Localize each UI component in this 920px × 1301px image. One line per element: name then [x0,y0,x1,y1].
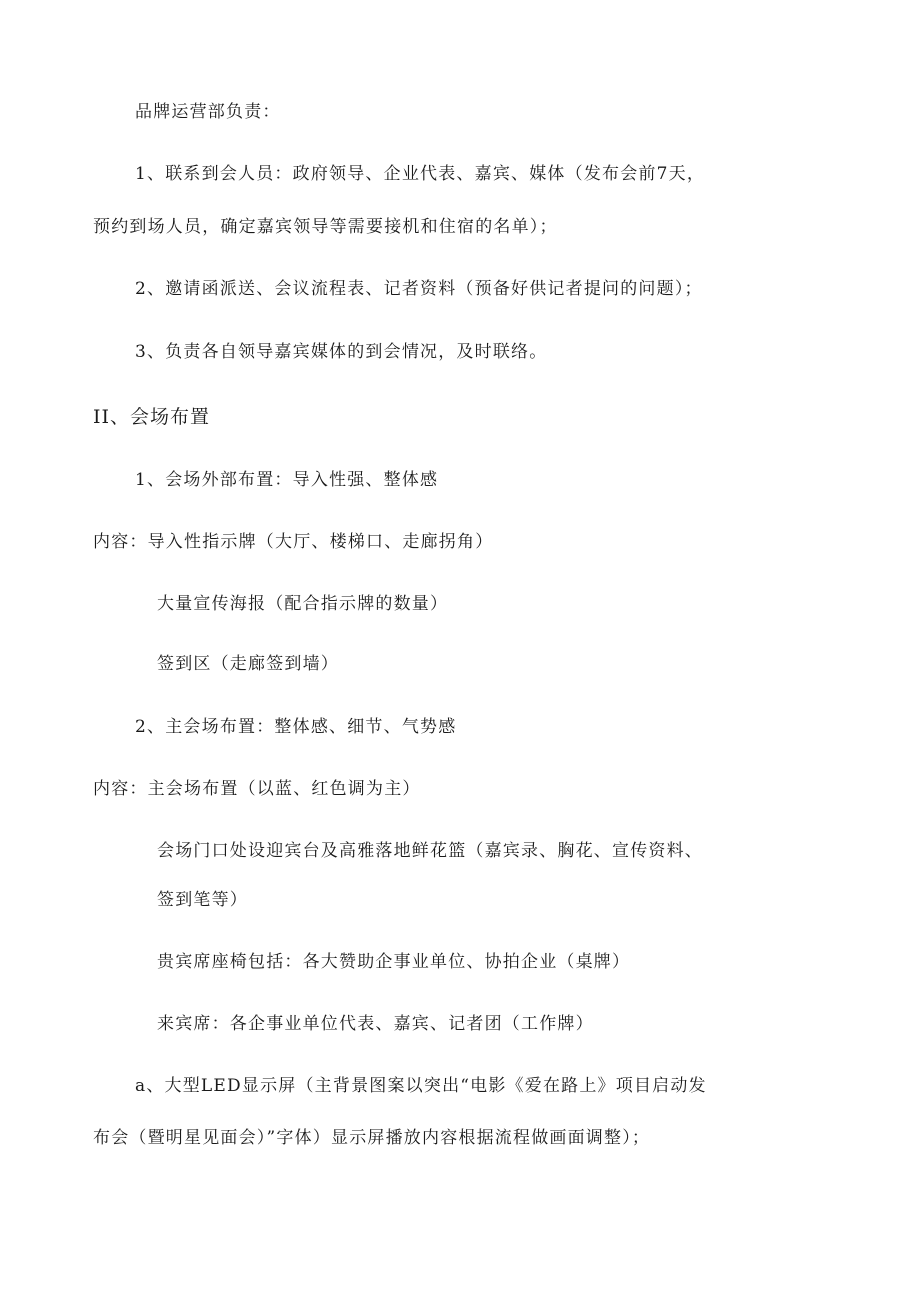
subsection-main-venue: 2、主会场布置：整体感、细节、气势感 [135,717,457,737]
subsection-exterior: 1、会场外部布置：导入性强、整体感 [135,470,439,490]
led-screen-line-1: a、大型LED显示屏（主背景图案以突出“电影《爱在路上》项目启动发 [135,1076,707,1096]
exterior-content: 内容：导入性指示牌（大厅、楼梯口、走廊拐角） [93,532,494,552]
entrance-setup-line-2: 签到笔等） [157,890,248,910]
exterior-posters: 大量宣传海报（配合指示牌的数量） [157,594,449,614]
led-screen-line-2: 布会（暨明星见面会）”字体）显示屏播放内容根据流程做画面调整）； [93,1128,651,1148]
entrance-setup-line-1: 会场门口处设迎宾台及高雅落地鲜花篮（嘉宾录、胸花、宣传资料、 [157,841,703,861]
exterior-signin: 签到区（走廊签到墙） [157,654,339,674]
list-item-1-line-2: 预约到场人员，确定嘉宾领导等需要接机和住宿的名单）； [93,217,558,237]
list-item-3: 3、负责各自领导嘉宾媒体的到会情况，及时联络。 [135,342,548,362]
vip-seating: 贵宾席座椅包括：各大赞助企事业单位、协拍企业（桌牌） [157,952,631,972]
guest-seating: 来宾席：各企事业单位代表、嘉宾、记者团（工作牌） [157,1014,594,1034]
list-item-1-line-1: 1、联系到会人员：政府领导、企业代表、嘉宾、媒体（发布会前7天， [135,164,706,184]
section-heading-venue: II、会场布置 [93,406,211,428]
main-venue-content: 内容：主会场布置（以蓝、红色调为主） [93,779,421,799]
list-item-2: 2、邀请函派送、会议流程表、记者资料（预备好供记者提问的问题）； [135,279,703,299]
section-intro-text: 品牌运营部负责： [135,102,281,122]
